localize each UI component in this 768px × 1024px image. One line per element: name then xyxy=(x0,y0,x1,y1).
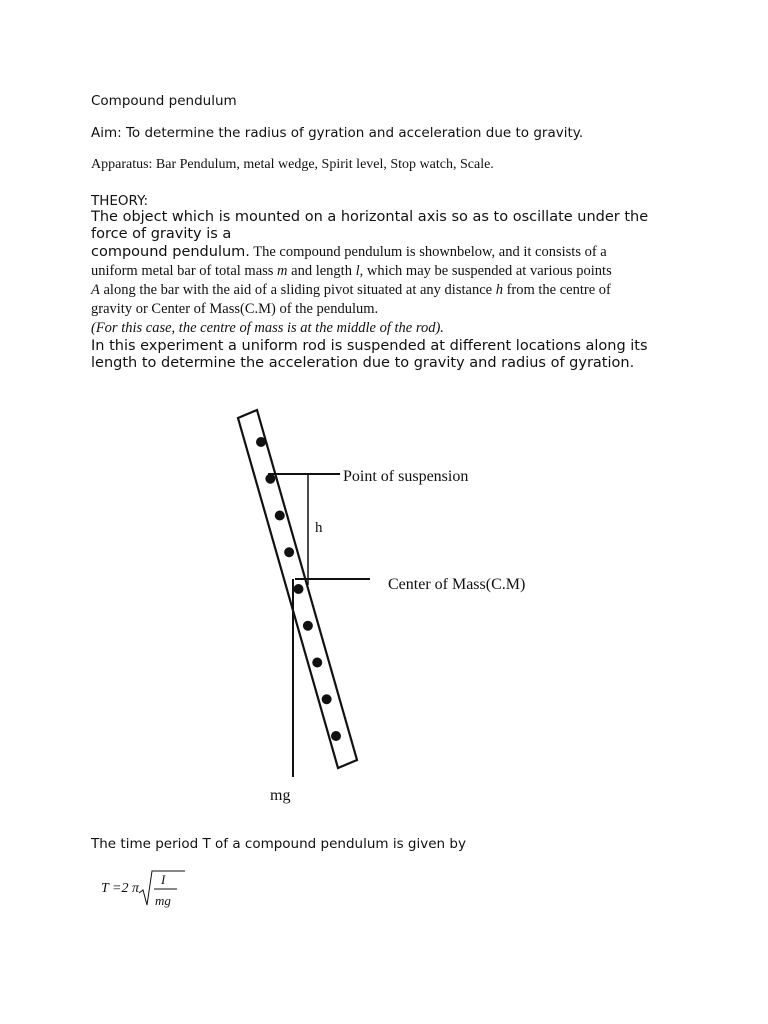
bar-hole xyxy=(312,658,322,668)
label-mg: mg xyxy=(270,787,291,804)
symbol-h: h xyxy=(495,282,503,298)
theory-heading: THEORY: xyxy=(91,193,149,209)
bar-hole xyxy=(294,584,304,594)
theory-line-4-b: and length xyxy=(287,263,356,279)
bar-hole xyxy=(275,511,285,521)
theory-line-4-c: , which may be suspended at various points xyxy=(359,263,612,279)
theory-line-5 xyxy=(91,281,691,300)
symbol-m: m xyxy=(277,263,288,279)
label-point-of-suspension: Point of suspension xyxy=(343,468,469,485)
time-period-formula xyxy=(101,869,241,909)
theory-paragraph xyxy=(91,209,691,372)
theory-line-4-a: uniform metal bar of total mass xyxy=(91,263,278,279)
theory-line-5-a: along the bar with the aid of a sliding pivot situated at any distance xyxy=(99,282,496,298)
theory-line-2: force of gravity is a xyxy=(91,226,232,242)
theory-line-6: gravity or Center of Mass(C.M) of the pendulum. xyxy=(91,301,379,317)
bar-hole xyxy=(322,694,332,704)
symbol-l: l xyxy=(355,263,360,279)
theory-line-4 xyxy=(91,262,691,281)
theory-line-5-b: from the centre of xyxy=(502,282,611,298)
formula-numerator: I xyxy=(161,872,166,887)
theory-line-8: In this experiment a uniform rod is suspended at different locations along its xyxy=(91,338,648,354)
bar-hole xyxy=(331,731,341,741)
compound-pendulum-diagram xyxy=(230,405,560,805)
label-h: h xyxy=(315,520,323,536)
page-title: Compound pendulum xyxy=(91,93,237,109)
apparatus-line: Apparatus: Bar Pendulum, metal wedge, Spirit level, Stop watch, Scale. xyxy=(91,157,494,172)
bar-holes xyxy=(256,437,341,741)
bar-hole xyxy=(303,621,313,631)
formula-denominator: mg xyxy=(155,893,171,908)
symbol-A: A xyxy=(91,282,100,298)
bar-hole xyxy=(284,547,294,557)
theory-line-3-serif: The compound pendulum is shownbelow, and it consists of a xyxy=(249,244,607,260)
theory-line-3 xyxy=(91,243,691,262)
bar-hole xyxy=(265,474,275,484)
formula-lhs: T =2 π xyxy=(101,881,139,896)
theory-line-9: length to determine the acceleration due to gravity and radius of gyration. xyxy=(91,355,635,371)
label-center-of-mass: Center of Mass(C.M) xyxy=(388,576,526,593)
aim-line: Aim: To determine the radius of gyration and acceleration due to gravity. xyxy=(91,125,584,141)
theory-line-3-sans: compound pendulum. xyxy=(91,244,250,260)
time-period-text: The time period T of a compound pendulum is given by xyxy=(91,836,466,852)
bar-hole xyxy=(256,437,266,447)
theory-line-7: (For this case, the centre of mass is at the middle of the rod). xyxy=(91,320,444,336)
theory-line-1: The object which is mounted on a horizontal axis so as to oscillate under the xyxy=(91,209,649,225)
